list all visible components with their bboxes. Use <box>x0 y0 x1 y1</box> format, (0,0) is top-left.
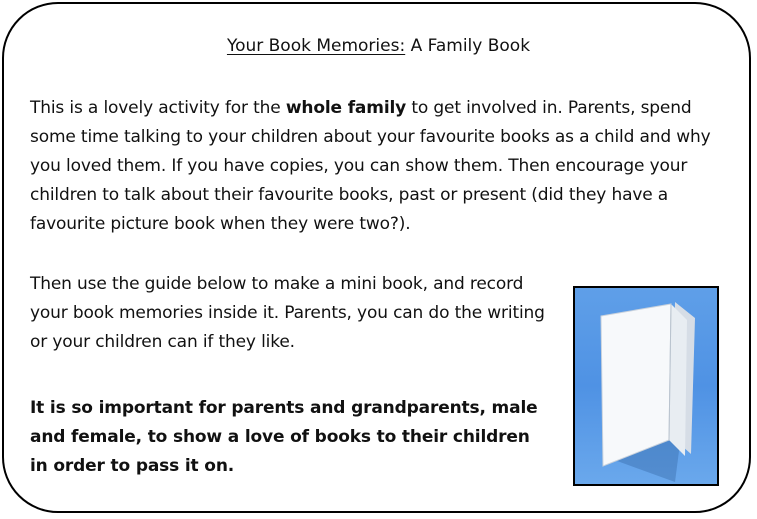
booklet-photo <box>573 286 719 486</box>
title-main: Your Book Memories: <box>226 36 406 56</box>
intro-text-start: This is a lovely activity for the <box>30 98 286 118</box>
folded-paper-booklet-icon <box>575 288 717 484</box>
intro-text-end: to get involved in. Parents, spend some time talking to your children about your favourite books as a child and why you loved them. If you have copies, you can show them. Then encourage your children to talk about their favourite books, past or present (did they have a favourite picture book when they were two?). <box>30 98 711 234</box>
title-subtitle: A Family Book <box>405 36 531 56</box>
instructions-paragraph: Then use the guide below to make a mini book, and record your book memories inside it. Parents, you can do the writing or your children can if they like. <box>30 274 545 352</box>
page-title <box>0 34 757 58</box>
intro-bold-phrase: whole family <box>285 98 407 118</box>
emphasis-paragraph: It is so important for parents and grandparents, male and female, to show a love of books to their children in order to pass it on. <box>30 398 538 476</box>
intro-paragraph <box>30 94 720 239</box>
